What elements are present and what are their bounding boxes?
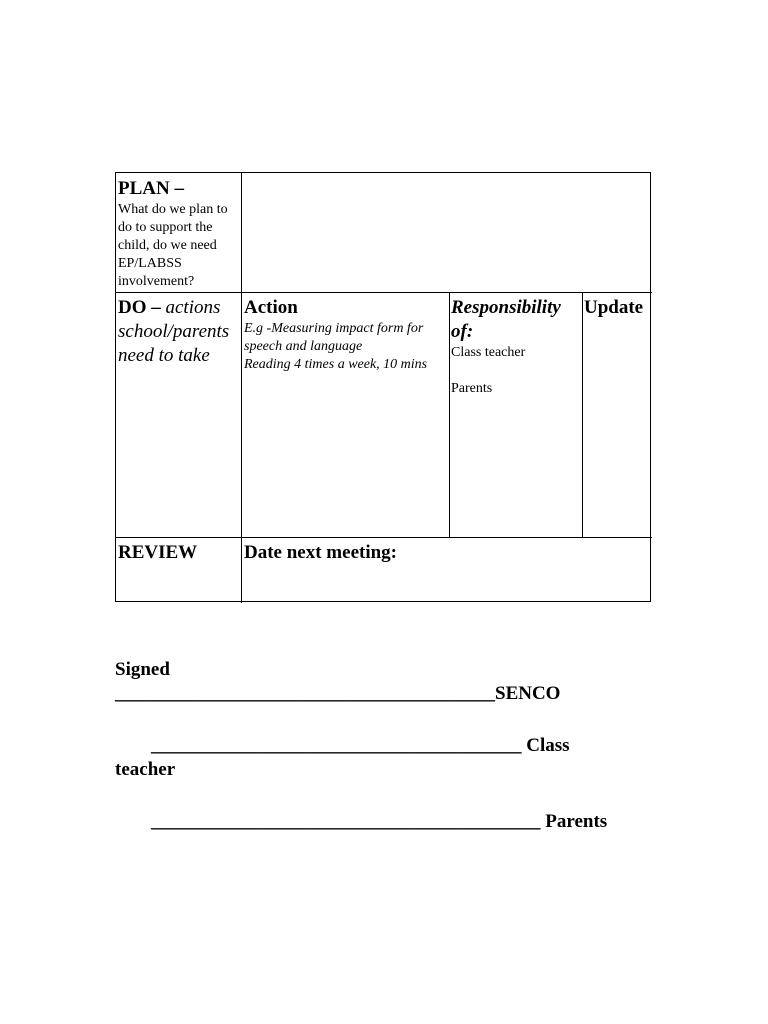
do-cell [118,296,242,368]
table-divider [116,537,652,538]
class-teacher-signature-line[interactable]: _______________________________________ Class [151,735,570,756]
plan-content-cell[interactable] [242,173,652,292]
plan-do-review-table [115,172,651,602]
responsibility-entry-class-teacher: Class teacher [451,345,526,360]
table-divider [116,292,652,293]
plan-cell [118,177,242,291]
responsibility-entry-parents: Parents [451,381,493,396]
class-teacher-label: teacher [115,759,176,780]
action-heading: Action [244,297,298,318]
parents-signature-line[interactable]: _________________________________________ Parents [151,811,608,832]
senco-signature-line[interactable]: ________________________________________SENCO [115,683,561,704]
review-heading: REVIEW [118,542,198,563]
action-example-1: E.g -Measuring impact form for speech and language [244,321,424,354]
next-meeting-label: Date next meeting: [244,542,398,563]
review-cell [118,541,242,565]
action-cell [244,296,450,374]
update-heading: Update [584,297,644,318]
plan-heading: PLAN – [118,178,184,199]
update-cell [584,296,652,320]
responsibility-heading: Responsibility of: [451,297,561,342]
next-meeting-cell[interactable] [244,541,652,565]
do-description: actions school/parents need to take [118,297,230,366]
do-heading: DO – [118,297,161,318]
action-example-2: Reading 4 times a week, 10 mins [244,357,428,372]
responsibility-cell [451,296,583,398]
signed-label: Signed [115,659,170,680]
plan-description: What do we plan to do to support the child, do we need EP/LABSS involvement? [118,202,228,289]
